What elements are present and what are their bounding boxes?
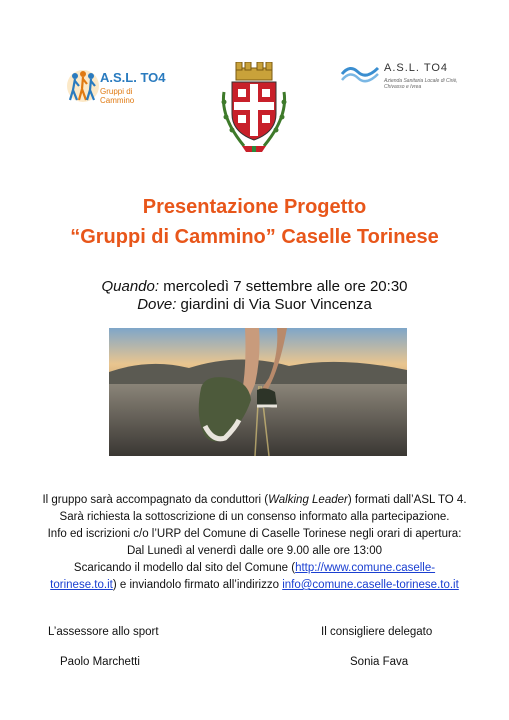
walking-leader-text: Walking Leader xyxy=(268,494,348,506)
where-line xyxy=(0,296,509,313)
right-signature-role: Il consigliere delegato xyxy=(321,626,433,638)
body-line-5 xyxy=(0,560,509,577)
body-line-1 xyxy=(0,492,509,509)
logo-left-title: A.S.L. TO4 xyxy=(100,70,166,85)
where-label: Dove: xyxy=(137,296,177,313)
caselle-torinese-crest xyxy=(214,62,294,154)
title-line-1: Presentazione Progetto xyxy=(142,196,367,218)
body-line-4: Dal Lunedì al venerdì dalle ore 9.00 alle ore 13:00 xyxy=(126,545,383,557)
asl-gruppi-cammino-logo xyxy=(66,66,166,106)
left-signature-role: L’assessore allo sport xyxy=(48,626,159,638)
body-line-5-a: Scaricando il modello dal sito del Comune ( xyxy=(73,562,296,574)
when-value: mercoledì 7 settembre alle ore 20:30 xyxy=(163,278,408,295)
logo-right-subtitle: Azienda Sanitaria Locale di Ciriè, Chivasso e Ivrea xyxy=(384,78,458,90)
waves-icon xyxy=(340,62,380,86)
when-line xyxy=(0,278,509,295)
email-link[interactable]: info@comune.caselle-torinese.to.it xyxy=(282,579,459,591)
title-line-2: “Gruppi di Cammino” Caselle Torinese xyxy=(70,226,439,248)
where-value: giardini di Via Suor Vincenza xyxy=(180,296,372,313)
left-signature-name: Paolo Marchetti xyxy=(60,656,140,668)
logo-left-subtitle: Gruppi di Cammino xyxy=(100,87,135,105)
asl-to4-logo xyxy=(340,62,460,94)
body-line-6-b: ) e inviandolo firmato all’indirizzo xyxy=(112,579,283,591)
body-line-1-b: ) formati dall’ASL TO 4. xyxy=(347,494,467,506)
when-label: Quando: xyxy=(101,278,160,295)
logo-right-title: A.S.L. TO4 xyxy=(384,62,449,74)
comune-website-link-cont[interactable]: torinese.to.it xyxy=(50,579,113,591)
right-signature-name: Sonia Fava xyxy=(350,656,409,668)
walkers-icon xyxy=(66,66,100,106)
body-line-3: Info ed iscrizioni c/o l’URP del Comune di Caselle Torinese negli orari di apertura: xyxy=(47,528,462,540)
runner-road-photo xyxy=(109,328,407,456)
comune-website-link[interactable]: http://www.comune.caselle- xyxy=(295,562,436,574)
body-line-2: Sarà richiesta la sottoscrizione di un consenso informato alla partecipazione. xyxy=(59,511,450,523)
body-line-1-a: Il gruppo sarà accompagnato da conduttori ( xyxy=(42,494,269,506)
body-line-6 xyxy=(0,577,509,594)
